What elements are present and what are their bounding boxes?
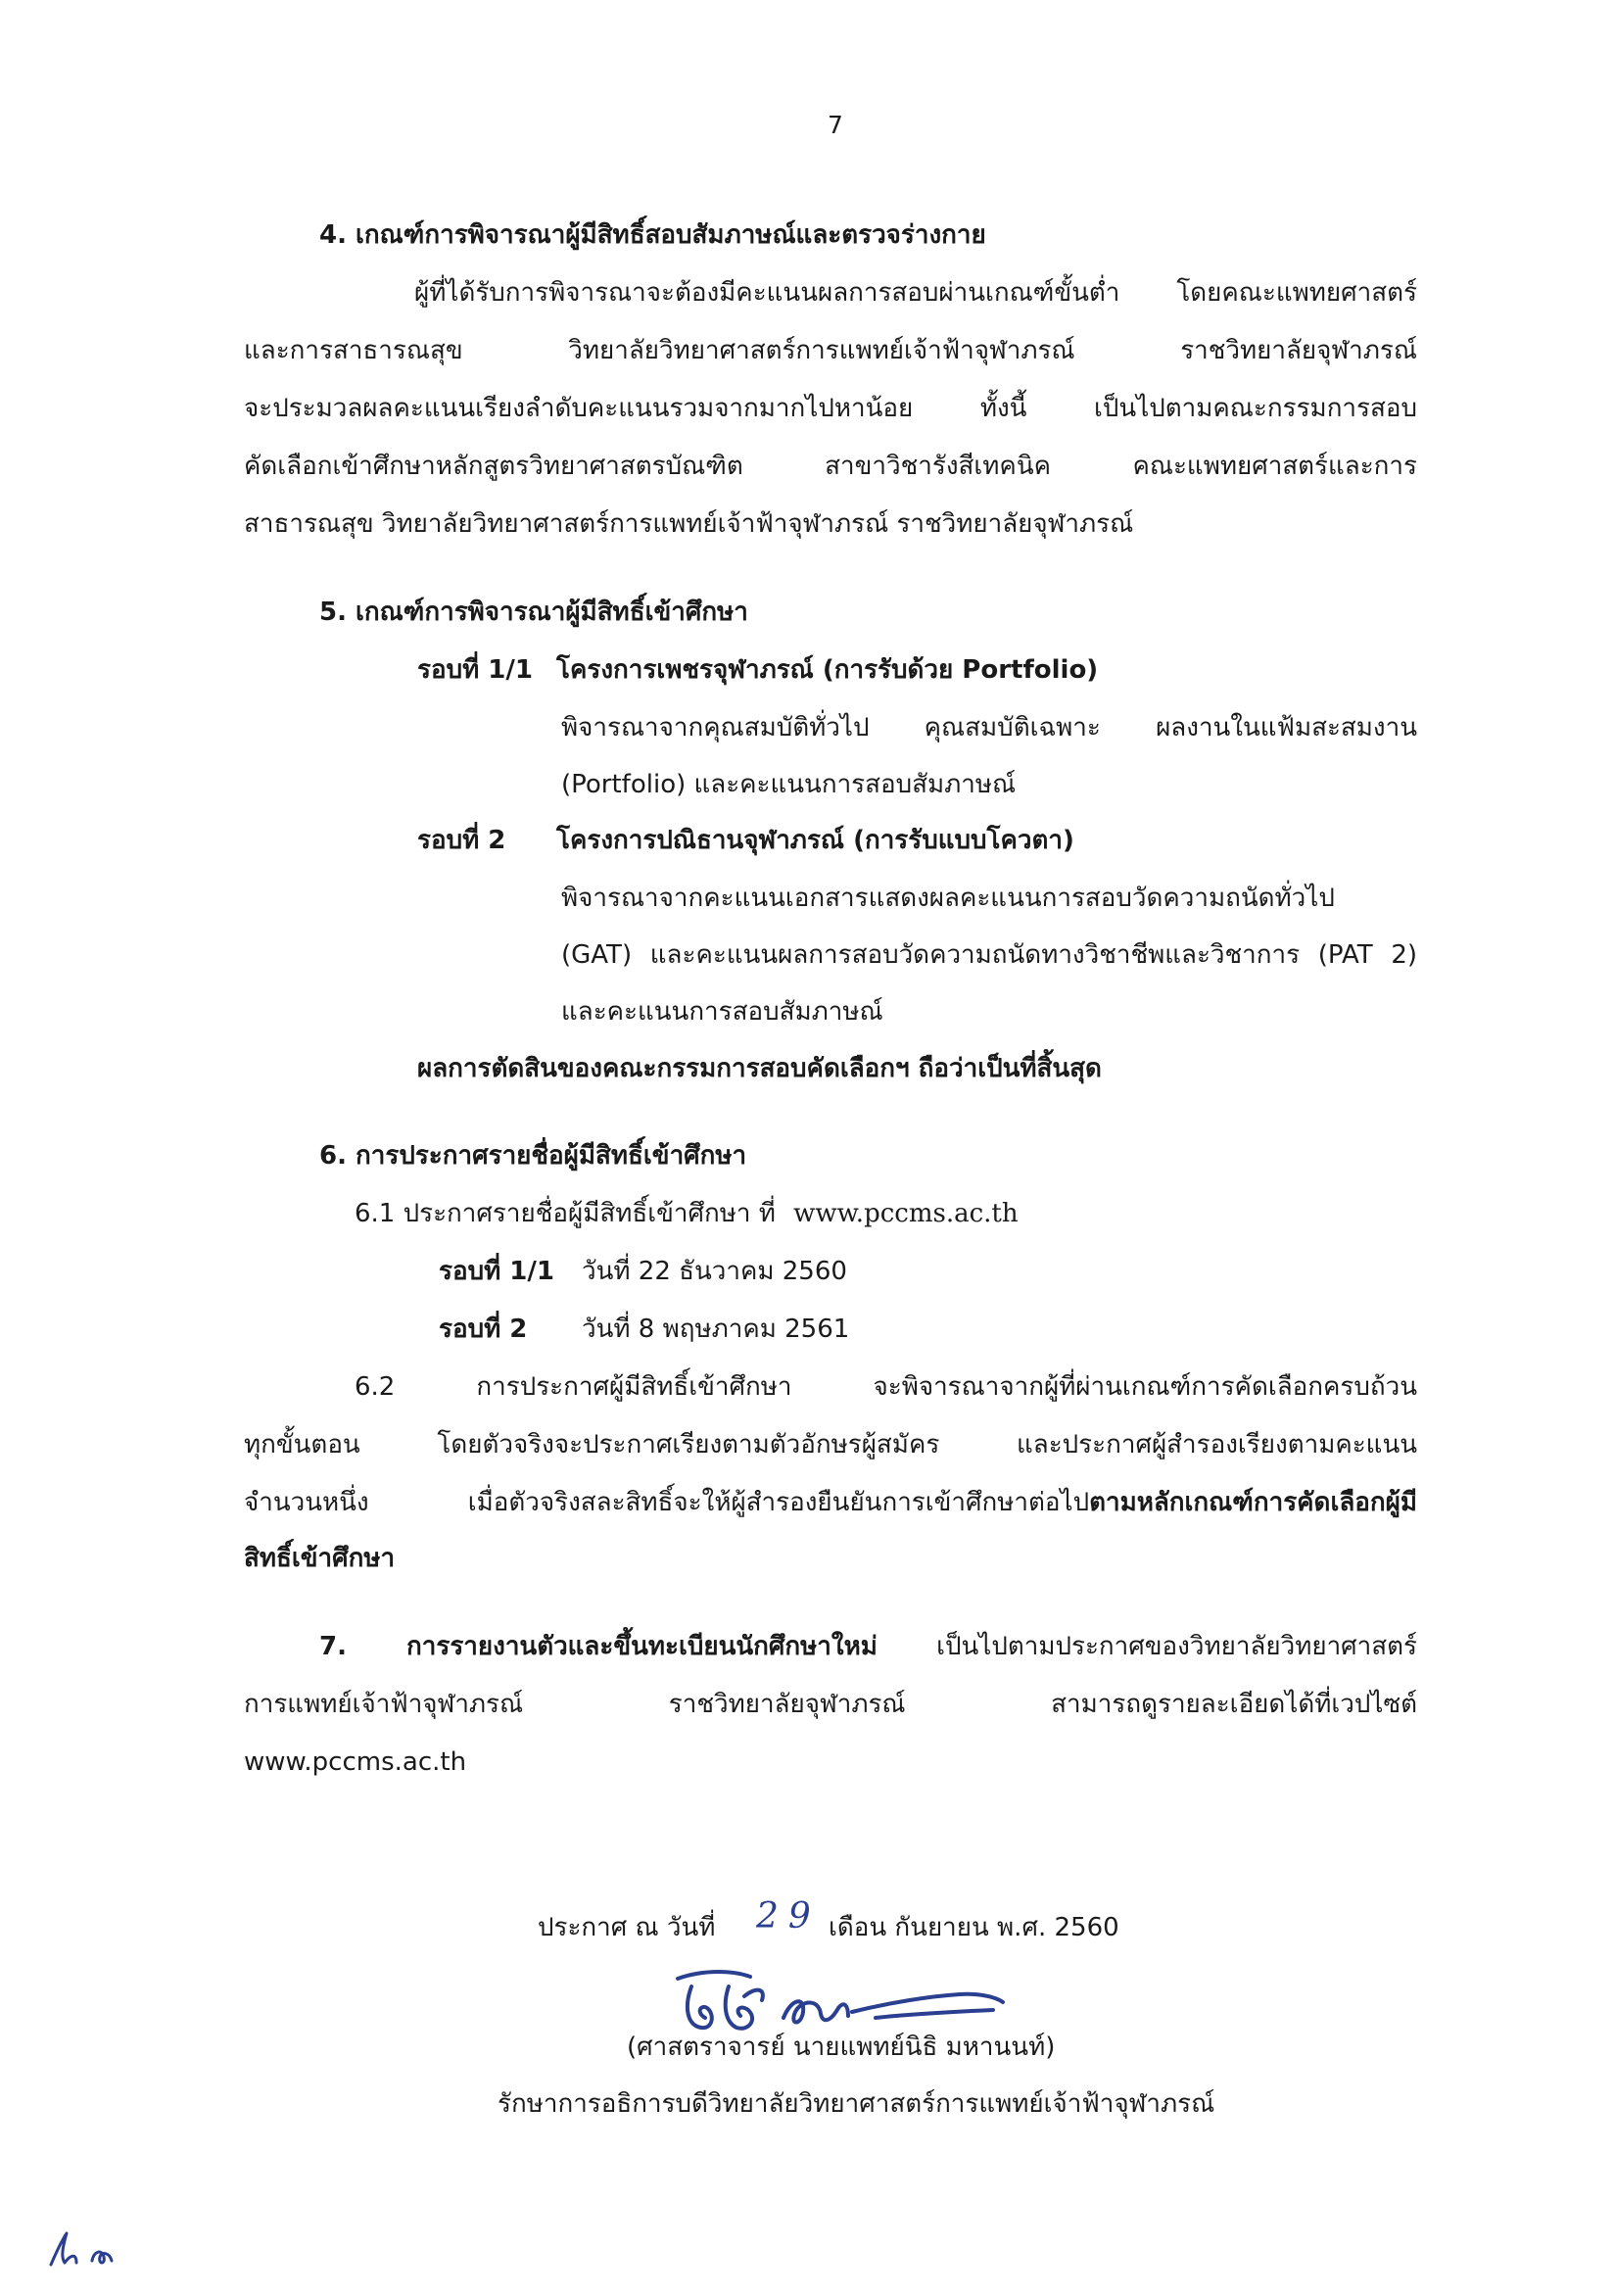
section-7-heading: 7. การรายงานตัวและขึ้นทะเบียนนักศึกษาใหม่ <box>319 1632 878 1661</box>
section-6-2-line: ทุกขั้นตอน โดยตัวจริงจะประกาศเรียงตามตัวอักษรผู้สมัคร และประกาศผู้สำรองเรียงตามคะแนน <box>244 1430 1417 1459</box>
signatory-name: (ศาสตราจารย์ นายแพทย์นิธิ มหานนท์) <box>627 2033 1056 2062</box>
section-5-heading: 5. เกณฑ์การพิจารณาผู้มีสิทธิ์เข้าศึกษา <box>319 598 748 627</box>
section-4-line: คัดเลือกเข้าศึกษาหลักสูตรวิทยาศาสตรบัณฑิต สาขาวิชารังสีเทคนิค คณะแพทยศาสตร์และการ <box>244 452 1417 481</box>
section-6-2-text: จำนวนหนึ่ง เมื่อตัวจริงสละสิทธิ์จะให้ผู้สำรองยืนยันการเข้าศึกษาต่อไป <box>244 1488 1090 1517</box>
section-4-line: จะประมวลผลคะแนนเรียงลำดับคะแนนรวมจากมากไปหาน้อย ทั้งนี้ เป็นไปตามคณะกรรมการสอบ <box>244 394 1417 423</box>
announce-round-1-date: วันที่ 22 ธันวาคม 2560 <box>582 1257 847 1286</box>
round-2-line: (GAT) และคะแนนผลการสอบวัดความถนัดทางวิชาชีพและวิชาการ (PAT 2) <box>561 940 1417 970</box>
section-6-2-emphasis: ตามหลักเกณฑ์การคัดเลือกผู้มี <box>1089 1488 1417 1517</box>
section-6-2-line <box>244 1483 1417 1522</box>
round-2-line: พิจารณาจากคะแนนเอกสารแสดงผลคะแนนการสอบวัดความถนัดทั่วไป <box>561 884 1335 913</box>
website-link[interactable]: www.pccms.ac.th <box>793 1199 1019 1228</box>
section-6-2-line: 6.2 การประกาศผู้มีสิทธิ์เข้าศึกษา จะพิจารณาจากผู้ที่ผ่านเกณฑ์การคัดเลือกครบถ้วน <box>355 1372 1417 1402</box>
section-6-1-text: 6.1 ประกาศรายชื่อผู้มีสิทธิ์เข้าศึกษา ที่ <box>355 1199 776 1228</box>
round-2-line: และคะแนนการสอบสัมภาษณ์ <box>561 997 883 1027</box>
section-7-text: เป็นไปตามประกาศของวิทยาลัยวิทยาศาสตร์ <box>936 1632 1417 1661</box>
section-4-line: สาธารณสุข วิทยาลัยวิทยาศาสตร์การแพทย์เจ้าฟ้าจุฬาภรณ์ ราชวิทยาลัยจุฬาภรณ์ <box>244 509 1134 539</box>
section-6-1-line <box>355 1194 1019 1233</box>
announcement-suffix: เดือน กันยายน พ.ศ. 2560 <box>829 1913 1119 1942</box>
section-6-heading: 6. การประกาศรายชื่อผู้มีสิทธิ์เข้าศึกษา <box>319 1141 747 1171</box>
section-7-website[interactable]: www.pccms.ac.th <box>244 1747 467 1777</box>
round-1-label: รอบที่ 1/1 <box>417 655 533 685</box>
initials-mark <box>43 2225 131 2274</box>
announcement-prefix: ประกาศ ณ วันที่ <box>538 1913 716 1942</box>
round-2-title: โครงการปณิธานจุฬาภรณ์ (การรับแบบโควตา) <box>556 826 1074 855</box>
round-1-line: (Portfolio) และคะแนนการสอบสัมภาษณ์ <box>561 770 1017 799</box>
section-6-2-emphasis-end: สิทธิ์เข้าศึกษา <box>244 1544 396 1573</box>
announcement-day: 29 <box>756 1896 821 1937</box>
signatory-title: รักษาการอธิการบดีวิทยาลัยวิทยาศาสตร์การแพทย์เจ้าฟ้าจุฬาภรณ์ <box>498 2089 1215 2119</box>
section-7-line <box>319 1627 1417 1666</box>
announce-round-2-label: รอบที่ 2 <box>439 1315 528 1344</box>
round-2-label: รอบที่ 2 <box>417 826 506 855</box>
round-1-title: โครงการเพชรจุฬาภรณ์ (การรับด้วย Portfolio) <box>556 655 1099 685</box>
announce-round-2-date: วันที่ 8 พฤษภาคม 2561 <box>582 1315 850 1344</box>
section-5-final-note: ผลการตัดสินของคณะกรรมการสอบคัดเลือกฯ ถือว่าเป็นที่สิ้นสุด <box>417 1054 1102 1083</box>
round-1-line: พิจารณาจากคุณสมบัติทั่วไป คุณสมบัติเฉพาะ ผลงานในแฟ้มสะสมงาน <box>561 713 1417 742</box>
page-number: 7 <box>828 111 843 139</box>
announce-round-1-label: รอบที่ 1/1 <box>439 1257 554 1286</box>
section-4-heading: 4. เกณฑ์การพิจารณาผู้มีสิทธิ์สอบสัมภาษณ์และตรวจร่างกาย <box>319 220 986 250</box>
section-7-line: การแพทย์เจ้าฟ้าจุฬาภรณ์ ราชวิทยาลัยจุฬาภรณ์ สามารถดูรายละเอียดได้ที่เวปไซต์ <box>244 1690 1417 1719</box>
section-4-line: และการสาธารณสุข วิทยาลัยวิทยาศาสตร์การแพทย์เจ้าฟ้าจุฬาภรณ์ ราชวิทยาลัยจุฬาภรณ์ <box>244 336 1417 365</box>
section-4-line: ผู้ที่ได้รับการพิจารณาจะต้องมีคะแนนผลการสอบผ่านเกณฑ์ขั้นต่ำ โดยคณะแพทยศาสตร์ <box>414 278 1417 308</box>
